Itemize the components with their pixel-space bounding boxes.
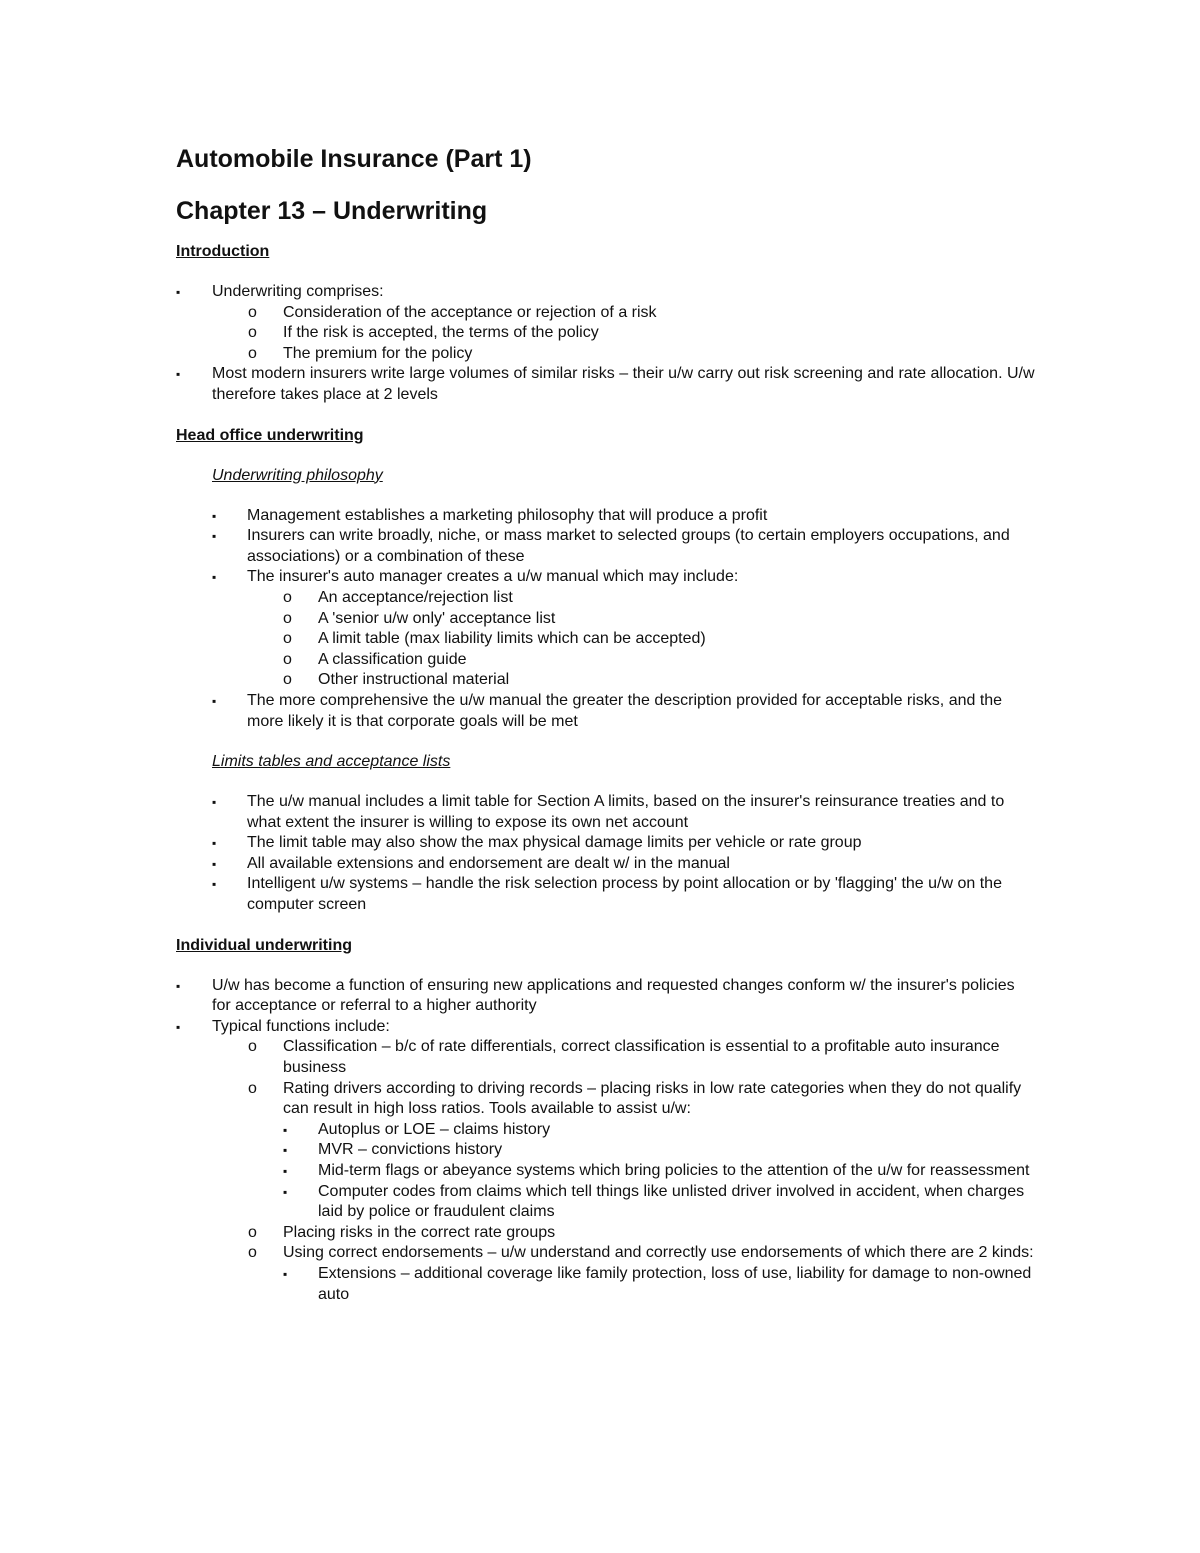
sub-list [248, 303, 1036, 365]
functions-list [248, 1037, 1036, 1305]
list-item: ▪ All available extensions and endorsement are dealt w/ in the manual [176, 854, 1036, 875]
endorsement-kinds-list [283, 1264, 1036, 1305]
list-item [176, 567, 1036, 691]
document-title: Automobile Insurance (Part 1) [176, 145, 532, 173]
list-item: ▪ The limit table may also show the max physical damage limits per vehicle or rate group [176, 833, 1036, 854]
limits-list [176, 792, 1036, 916]
sub-list-item: o If the risk is accepted, the terms of the policy [248, 323, 1036, 344]
sub-list-item: o Placing risks in the correct rate groups [248, 1223, 1036, 1244]
rating-tools-list [283, 1120, 1036, 1223]
subsection-heading-limits: Limits tables and acceptance lists [212, 753, 451, 771]
sub-list-item: o The premium for the policy [248, 344, 1036, 365]
list-item: ▪ The u/w manual includes a limit table for Section A limits, based on the insurer's reinsurance treaties and to what extent the insurer is willing to expose its own net account [176, 792, 1036, 833]
section-heading-introduction: Introduction [176, 243, 270, 260]
list-item [176, 1017, 1036, 1305]
tool-list-item: ▪ Mid-term flags or abeyance systems which bring policies to the attention of the u/w for reassessment [283, 1161, 1036, 1182]
list-item: ▪ U/w has become a function of ensuring new applications and requested changes conform w/ the insurer's policies for acceptance or referral to a higher authority [176, 976, 1036, 1017]
sub-list-item: o A 'senior u/w only' acceptance list [283, 609, 1036, 630]
sub-list-item: o A limit table (max liability limits which can be accepted) [283, 629, 1036, 650]
sub-list-item: o Classification – b/c of rate differentials, correct classification is essential to a profitable auto insurance business [248, 1037, 1036, 1078]
section-heading-individual: Individual underwriting [176, 936, 352, 954]
sub-list-item: o A classification guide [283, 650, 1036, 671]
endorsement-list-item: ▪ Extensions – additional coverage like family protection, loss of use, liability for damage to non-owned auto [283, 1264, 1036, 1305]
subsection-heading-philosophy: Underwriting philosophy [212, 466, 383, 484]
individual-list [176, 976, 1036, 1306]
section-heading-head-office: Head office underwriting [176, 426, 364, 444]
tool-list-item: ▪ MVR – convictions history [283, 1140, 1036, 1161]
sub-list-item: o Other instructional material [283, 670, 1036, 691]
tool-list-item: ▪ Autoplus or LOE – claims history [283, 1120, 1036, 1141]
sub-list-item-text: Rating drivers according to driving records – placing risks in low rate categories when they do not qualify can result in high loss ratios. Tools available to assist u/w: [283, 1079, 1022, 1118]
list-item: ▪ Intelligent u/w systems – handle the risk selection process by point allocation or by 'flagging' the u/w on the computer screen [176, 874, 1036, 915]
introduction-list [176, 282, 1036, 406]
list-item: ▪ Most modern insurers write large volumes of similar risks – their u/w carry out risk screening and rate allocation. U/w therefore takes place at 2 levels [176, 364, 1036, 405]
list-item [176, 282, 1036, 364]
philosophy-list [176, 506, 1036, 733]
sub-list-item: o Consideration of the acceptance or rejection of a risk [248, 303, 1036, 324]
list-item: ▪ The more comprehensive the u/w manual the greater the description provided for acceptable risks, and the more likely it is that corporate goals will be met [176, 691, 1036, 732]
sub-list-item: o An acceptance/rejection list [283, 588, 1036, 609]
document-page [176, 140, 1036, 1305]
sub-list [283, 588, 1036, 691]
chapter-title: Chapter 13 – Underwriting [176, 197, 488, 225]
list-item-text: Typical functions include: [212, 1017, 390, 1035]
list-item: ▪ Insurers can write broadly, niche, or mass market to selected groups (to certain employers occupations, and associations) or a combination of these [176, 526, 1036, 567]
tool-list-item: ▪ Computer codes from claims which tell things like unlisted driver involved in accident, when charges laid by police or fraudulent claims [283, 1182, 1036, 1223]
list-item-text: The insurer's auto manager creates a u/w manual which may include: [247, 568, 739, 586]
list-item-text: Underwriting comprises: [212, 283, 384, 300]
sub-list-item [248, 1079, 1036, 1223]
list-item: ▪ Management establishes a marketing philosophy that will produce a profit [176, 506, 1036, 527]
sub-list-item [248, 1243, 1036, 1305]
sub-list-item-text: Using correct endorsements – u/w understand and correctly use endorsements of which there are 2 kinds: [283, 1244, 1034, 1262]
